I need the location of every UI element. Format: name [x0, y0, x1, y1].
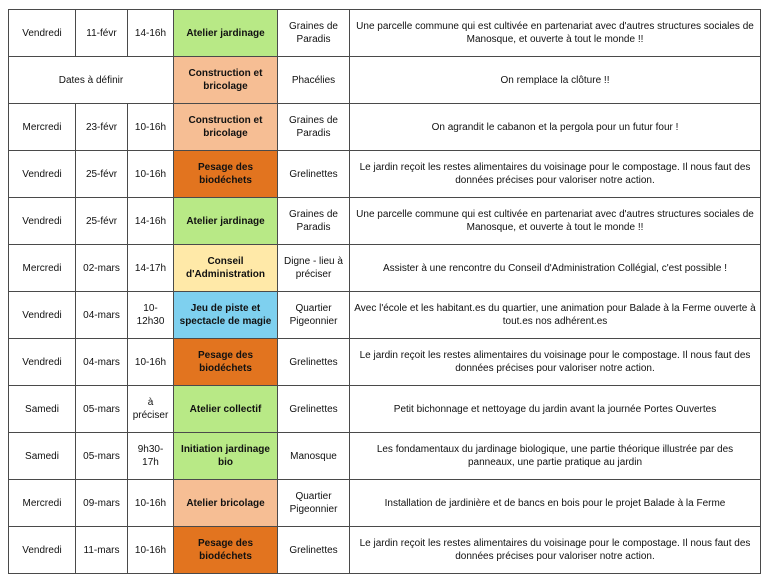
schedule-container	[8, 9, 761, 574]
time-cell: 14-16h	[128, 10, 174, 57]
activity-cell: Atelier collectif	[174, 386, 278, 433]
activity-cell: Initiation jardinage bio	[174, 433, 278, 480]
description-cell: Le jardin reçoit les restes alimentaires du voisinage pour le compostage. Il nous faut des données précises pour valoriser notre action.	[350, 151, 761, 198]
description-cell: On remplace la clôture !!	[350, 57, 761, 104]
place-cell: Manosque	[278, 433, 350, 480]
day-cell: Vendredi	[9, 339, 76, 386]
table-row	[9, 480, 761, 527]
table-row	[9, 339, 761, 386]
day-cell: Vendredi	[9, 527, 76, 574]
place-cell: Phacélies	[278, 57, 350, 104]
activity-cell: Conseil d'Administration	[174, 245, 278, 292]
description-cell: Assister à une rencontre du Conseil d'Administration Collégial, c'est possible !	[350, 245, 761, 292]
table-row	[9, 245, 761, 292]
table-row	[9, 104, 761, 151]
activity-cell: Pesage des biodéchets	[174, 151, 278, 198]
description-cell: Petit bichonnage et nettoyage du jardin avant la journée Portes Ouvertes	[350, 386, 761, 433]
day-cell: Mercredi	[9, 245, 76, 292]
time-cell: 10-16h	[128, 527, 174, 574]
date-cell: 25-févr	[76, 198, 128, 245]
activity-cell: Atelier bricolage	[174, 480, 278, 527]
day-cell: Mercredi	[9, 480, 76, 527]
activity-cell: Pesage des biodéchets	[174, 527, 278, 574]
time-cell: 10-16h	[128, 104, 174, 151]
table-row	[9, 151, 761, 198]
day-cell: Vendredi	[9, 151, 76, 198]
place-cell: Grelinettes	[278, 386, 350, 433]
date-cell: 23-févr	[76, 104, 128, 151]
description-cell: Une parcelle commune qui est cultivée en partenariat avec d'autres structures sociales de Manosque, et ouverte à tout le monde !!	[350, 10, 761, 57]
time-cell: 10-12h30	[128, 292, 174, 339]
activity-cell: Construction et bricolage	[174, 57, 278, 104]
date-cell: 04-mars	[76, 339, 128, 386]
place-cell: Quartier Pigeonnier	[278, 292, 350, 339]
day-cell: Vendredi	[9, 292, 76, 339]
day-cell: Vendredi	[9, 198, 76, 245]
place-cell: Grelinettes	[278, 339, 350, 386]
time-cell: 14-17h	[128, 245, 174, 292]
day-cell: Samedi	[9, 386, 76, 433]
activity-cell: Construction et bricolage	[174, 104, 278, 151]
date-cell: 05-mars	[76, 433, 128, 480]
description-cell: Le jardin reçoit les restes alimentaires du voisinage pour le compostage. Il nous faut des données précises pour valoriser notre action.	[350, 527, 761, 574]
description-cell: On agrandit le cabanon et la pergola pour un futur four !	[350, 104, 761, 151]
activity-cell: Jeu de piste et spectacle de magie	[174, 292, 278, 339]
day-cell: Vendredi	[9, 10, 76, 57]
time-cell: 10-16h	[128, 480, 174, 527]
time-cell: 9h30-17h	[128, 433, 174, 480]
place-cell: Grelinettes	[278, 527, 350, 574]
date-cell: 09-mars	[76, 480, 128, 527]
date-cell: 25-févr	[76, 151, 128, 198]
description-cell: Le jardin reçoit les restes alimentaires du voisinage pour le compostage. Il nous faut des données précises pour valoriser notre action.	[350, 339, 761, 386]
time-cell: à préciser	[128, 386, 174, 433]
table-row	[9, 198, 761, 245]
table-row	[9, 10, 761, 57]
place-cell: Graines de Paradis	[278, 198, 350, 245]
date-cell: 11-févr	[76, 10, 128, 57]
description-cell: Installation de jardinière et de bancs en bois pour le projet Balade à la Ferme	[350, 480, 761, 527]
place-cell: Graines de Paradis	[278, 104, 350, 151]
date-cell: 11-mars	[76, 527, 128, 574]
day-cell: Mercredi	[9, 104, 76, 151]
events-table-body	[9, 10, 761, 574]
place-cell: Digne - lieu à préciser	[278, 245, 350, 292]
place-cell: Graines de Paradis	[278, 10, 350, 57]
dates-to-define-cell: Dates à définir	[9, 57, 174, 104]
time-cell: 14-16h	[128, 198, 174, 245]
time-cell: 10-16h	[128, 151, 174, 198]
activity-cell: Atelier jardinage	[174, 10, 278, 57]
time-cell: 10-16h	[128, 339, 174, 386]
date-cell: 04-mars	[76, 292, 128, 339]
table-row	[9, 527, 761, 574]
table-row	[9, 292, 761, 339]
place-cell: Grelinettes	[278, 151, 350, 198]
activity-cell: Atelier jardinage	[174, 198, 278, 245]
description-cell: Une parcelle commune qui est cultivée en partenariat avec d'autres structures sociales de Manosque, et ouverte à tout le monde !!	[350, 198, 761, 245]
table-row	[9, 386, 761, 433]
day-cell: Samedi	[9, 433, 76, 480]
date-cell: 05-mars	[76, 386, 128, 433]
description-cell: Les fondamentaux du jardinage biologique, une partie théorique illustrée par des panneaux, une partie pratique au jardin	[350, 433, 761, 480]
events-table	[8, 9, 761, 574]
description-cell: Avec l'école et les habitant.es du quartier, une animation pour Balade à la Ferme ouverte à tout.es nos adhérent.es	[350, 292, 761, 339]
place-cell: Quartier Pigeonnier	[278, 480, 350, 527]
table-row	[9, 57, 761, 104]
date-cell: 02-mars	[76, 245, 128, 292]
table-row	[9, 433, 761, 480]
activity-cell: Pesage des biodéchets	[174, 339, 278, 386]
